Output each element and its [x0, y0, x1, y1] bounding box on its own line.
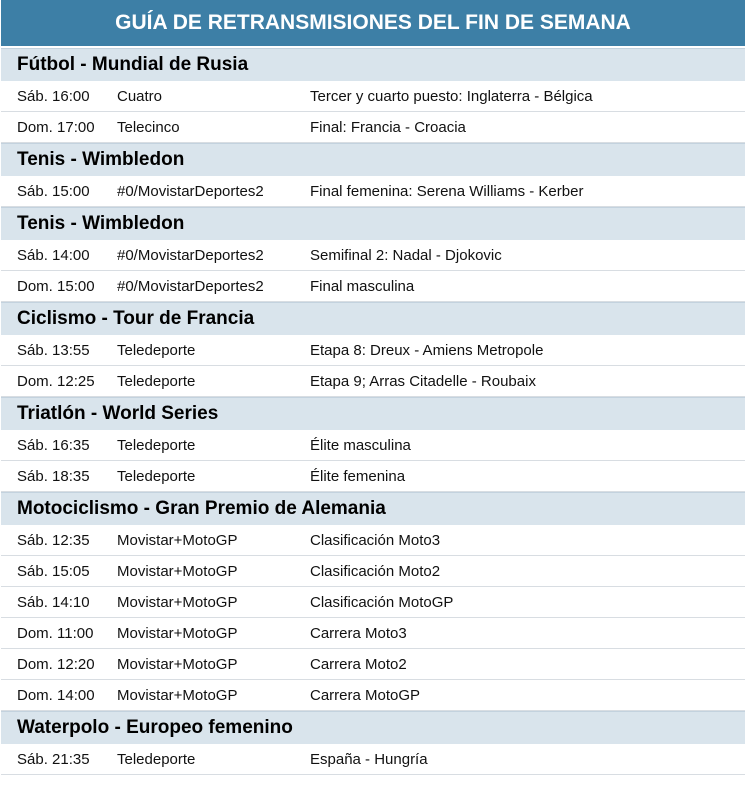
row-channel: Teledeporte: [117, 467, 196, 485]
row-channel: Teledeporte: [117, 341, 196, 359]
schedule-row: [1, 176, 745, 207]
schedule-row: [1, 271, 745, 302]
row-event: Clasificación MotoGP: [310, 593, 454, 611]
guide-sections: [1, 48, 745, 775]
schedule-row: [1, 335, 745, 366]
row-channel: Teledeporte: [117, 372, 196, 390]
section-heading: Waterpolo - Europeo femenino: [1, 711, 745, 744]
row-channel: Movistar+MotoGP: [117, 655, 238, 673]
schedule-row: [1, 366, 745, 397]
row-event: Carrera MotoGP: [310, 686, 421, 704]
row-time: Dom. 17:00: [17, 118, 95, 136]
row-event: Final femenina: Serena Williams - Kerber: [310, 182, 584, 200]
row-time: Dom. 15:00: [17, 277, 95, 295]
schedule-row: [1, 525, 745, 556]
schedule-row: [1, 680, 745, 711]
schedule-row: [1, 461, 745, 492]
row-channel: Teledeporte: [117, 750, 196, 768]
row-channel: #0/MovistarDeportes2: [117, 182, 264, 200]
row-time: Sáb. 16:35: [17, 436, 90, 454]
row-time: Dom. 12:25: [17, 372, 95, 390]
section-heading: Tenis - Wimbledon: [1, 207, 745, 240]
guide-title: GUÍA DE RETRANSMISIONES DEL FIN DE SEMANA: [1, 0, 745, 48]
row-time: Sáb. 18:35: [17, 467, 90, 485]
row-channel: Telecinco: [117, 118, 180, 136]
section-rows: [1, 335, 745, 397]
row-channel: #0/MovistarDeportes2: [117, 277, 264, 295]
section-rows: [1, 176, 745, 207]
row-event: Élite masculina: [310, 436, 411, 454]
section-heading: Ciclismo - Tour de Francia: [1, 302, 745, 335]
row-event: Carrera Moto2: [310, 655, 407, 673]
row-time: Dom. 14:00: [17, 686, 95, 704]
row-channel: Movistar+MotoGP: [117, 624, 238, 642]
section-heading: Fútbol - Mundial de Rusia: [1, 48, 745, 81]
row-event: Etapa 9; Arras Citadelle - Roubaix: [310, 372, 536, 390]
row-event: Tercer y cuarto puesto: Inglaterra - Bélgica: [310, 87, 593, 105]
row-channel: Movistar+MotoGP: [117, 531, 238, 549]
section-rows: [1, 525, 745, 711]
row-event: Final masculina: [310, 277, 415, 295]
row-time: Sáb. 14:10: [17, 593, 90, 611]
row-channel: #0/MovistarDeportes2: [117, 246, 264, 264]
schedule-row: [1, 587, 745, 618]
schedule-row: [1, 112, 745, 143]
row-time: Sáb. 12:35: [17, 531, 90, 549]
section-rows: [1, 240, 745, 302]
row-event: Semifinal 2: Nadal - Djokovic: [310, 246, 502, 264]
schedule-row: [1, 618, 745, 649]
row-channel: Movistar+MotoGP: [117, 593, 238, 611]
row-event: Carrera Moto3: [310, 624, 407, 642]
row-event: Etapa 8: Dreux - Amiens Metropole: [310, 341, 544, 359]
row-time: Sáb. 14:00: [17, 246, 90, 264]
row-event: Clasificación Moto2: [310, 562, 441, 580]
schedule-row: [1, 81, 745, 112]
section-heading: Tenis - Wimbledon: [1, 143, 745, 176]
row-time: Sáb. 15:05: [17, 562, 90, 580]
row-time: Sáb. 21:35: [17, 750, 90, 768]
row-channel: Cuatro: [117, 87, 163, 105]
row-time: Sáb. 13:55: [17, 341, 90, 359]
row-channel: Movistar+MotoGP: [117, 686, 238, 704]
section-rows: [1, 81, 745, 143]
row-time: Sáb. 16:00: [17, 87, 90, 105]
row-time: Dom. 11:00: [17, 624, 94, 642]
row-event: Clasificación Moto3: [310, 531, 441, 549]
row-event: España - Hungría: [310, 750, 428, 768]
schedule-row: [1, 430, 745, 461]
schedule-row: [1, 744, 745, 775]
row-event: Final: Francia - Croacia: [310, 118, 466, 136]
row-time: Dom. 12:20: [17, 655, 95, 673]
section-rows: [1, 430, 745, 492]
broadcast-guide: [1, 0, 745, 775]
schedule-row: [1, 240, 745, 271]
section-heading: Motociclismo - Gran Premio de Alemania: [1, 492, 745, 525]
row-channel: Movistar+MotoGP: [117, 562, 238, 580]
row-event: Élite femenina: [310, 467, 406, 485]
row-channel: Teledeporte: [117, 436, 196, 454]
row-time: Sáb. 15:00: [17, 182, 90, 200]
section-heading: Triatlón - World Series: [1, 397, 745, 430]
schedule-row: [1, 649, 745, 680]
schedule-row: [1, 556, 745, 587]
section-rows: [1, 744, 745, 775]
